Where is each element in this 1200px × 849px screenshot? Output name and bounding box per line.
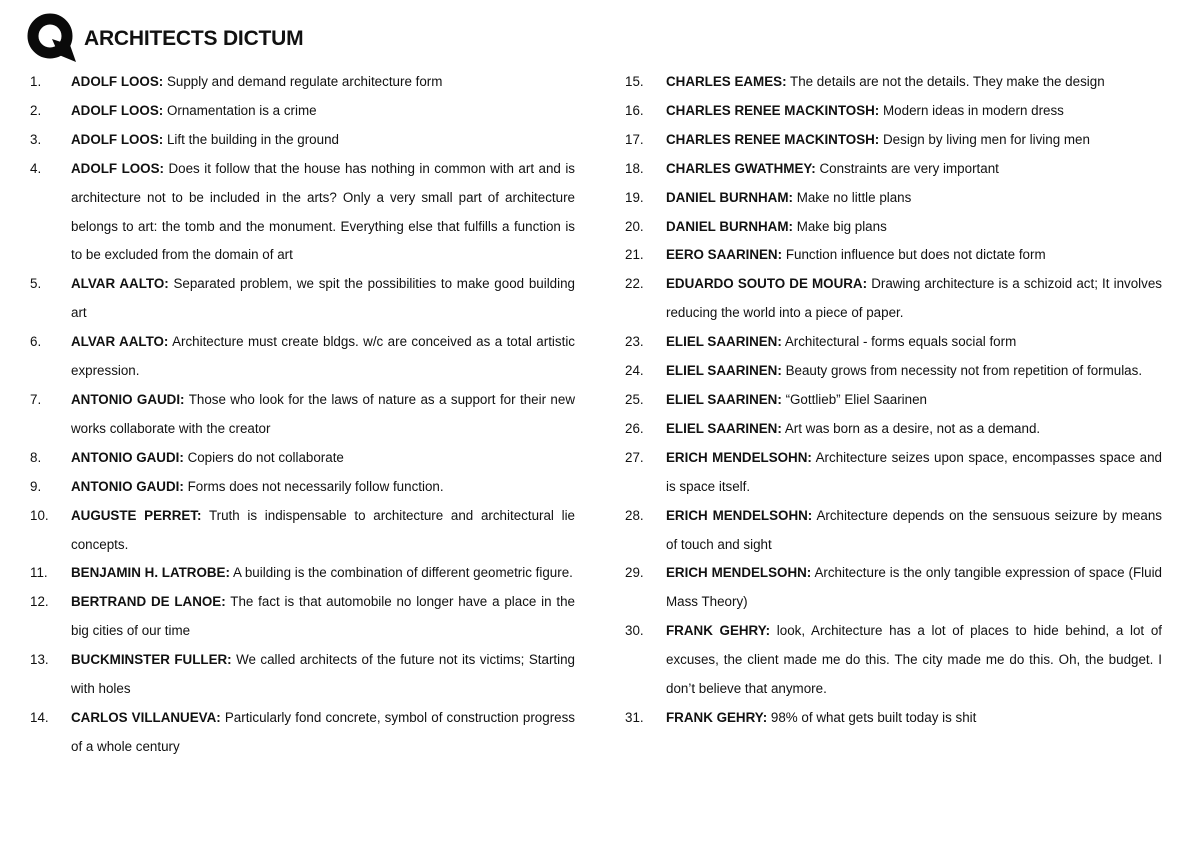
quote-number: 22.: [625, 276, 644, 292]
architect-name: DANIEL BURNHAM:: [666, 189, 793, 205]
quote-number: 19.: [625, 189, 644, 205]
quote-text: Architecture depends on the sensuous seizure by means of touch and sight: [666, 507, 1163, 552]
quote-text: Does it follow that the house has nothing in common with art and is architecture not to be included in the arts? Only a very small part of architecture belongs to art: the tomb and the monument. Everything else that fulfills a function is to be excluded from the domain of art: [71, 160, 575, 263]
quote-text: The details are not the details. They make the design: [790, 74, 1105, 89]
quote-number: 26.: [625, 420, 644, 436]
architect-name: FRANK GEHRY:: [666, 709, 768, 725]
architect-name: AUGUSTE PERRET:: [71, 507, 202, 523]
architect-name: ERICH MENDELSOHN:: [666, 565, 812, 581]
quote-text: Function influence but does not dictate form: [785, 247, 1046, 263]
architect-name: CHARLES RENEE MACKINTOSH:: [666, 131, 880, 147]
architect-name: ANTONIO GAUDI:: [71, 449, 184, 465]
quote-text: Ornamentation is a crime: [166, 102, 317, 118]
quote-item: [625, 444, 1162, 502]
architect-name: ELIEL SAARINEN:: [666, 391, 782, 407]
quote-number: 31.: [625, 709, 644, 725]
quote-item: [625, 241, 1162, 270]
quote-number: 28.: [625, 507, 644, 523]
quote-text: Beauty grows from necessity not from repetition of formulas.: [785, 363, 1143, 379]
quote-item: [625, 213, 1162, 242]
quote-item: [30, 126, 575, 155]
quote-item: [625, 502, 1162, 560]
quote-text: Design by living men for living men: [883, 131, 1090, 147]
quote-item: [30, 68, 575, 97]
architect-name: ELIEL SAARINEN:: [666, 420, 782, 436]
quote-item: [625, 68, 1162, 97]
quote-item: [30, 473, 575, 502]
quote-text: Make no little plans: [796, 189, 912, 205]
architect-name: ELIEL SAARINEN:: [666, 334, 782, 350]
architect-name: ELIEL SAARINEN:: [666, 363, 782, 379]
quote-number: 9.: [30, 478, 42, 494]
quote-item: [625, 415, 1162, 444]
quote-item: [625, 97, 1162, 126]
architect-name: ADOLF LOOS:: [71, 102, 164, 118]
quote-number: 1.: [30, 74, 42, 89]
quote-item: [625, 328, 1162, 357]
quote-number: 18.: [625, 160, 644, 176]
quote-number: 5.: [30, 276, 42, 292]
architect-name: BERTRAND DE LANOE:: [71, 594, 226, 610]
quote-number: 11.: [30, 565, 48, 581]
quote-text: Those who look for the laws of nature as a support for their new works collaborate with the creator: [71, 391, 575, 436]
architect-name: CHARLES GWATHMEY:: [666, 160, 816, 176]
quote-number: 15.: [625, 74, 644, 89]
quote-number: 27.: [625, 449, 644, 465]
quote-number: 8.: [30, 449, 42, 465]
quote-text: Separated problem, we spit the possibilities to make good building art: [71, 276, 575, 321]
architect-name: CHARLES EAMES:: [666, 74, 787, 89]
architect-name: ALVAR AALTO:: [71, 276, 169, 292]
architect-name: EDUARDO SOUTO DE MOURA:: [666, 276, 868, 292]
quote-number: 6.: [30, 334, 42, 350]
quote-number: 10.: [30, 507, 49, 523]
architect-name: ALVAR AALTO:: [71, 334, 169, 350]
quote-item: [30, 270, 575, 328]
quote-item: [625, 184, 1162, 213]
quote-text: Architecture is the only tangible expression of space (Fluid Mass Theory): [666, 565, 1163, 610]
quote-item: [625, 126, 1162, 155]
architect-name: DANIEL BURNHAM:: [666, 218, 793, 234]
architect-name: ADOLF LOOS:: [71, 74, 164, 89]
quote-item: [30, 386, 575, 444]
quote-item: [625, 357, 1162, 386]
quote-item: [625, 704, 1162, 733]
quote-list-left: [30, 68, 575, 762]
architect-name: ANTONIO GAUDI:: [71, 391, 185, 407]
architect-name: BENJAMIN H. LATROBE:: [71, 565, 230, 581]
quote-text: Architecture seizes upon space, encompasses space and is space itself.: [666, 449, 1162, 494]
quote-text: “Gottlieb” Eliel Saarinen: [785, 391, 927, 407]
quote-text: Particularly fond concrete, symbol of construction progress of a whole century: [71, 709, 575, 754]
architect-name: FRANK GEHRY:: [666, 623, 771, 639]
quote-item: [30, 97, 575, 126]
quote-text: 98% of what gets built today is shit: [770, 709, 977, 725]
quote-number: 24.: [625, 363, 644, 379]
quote-number: 30.: [625, 623, 644, 639]
quote-text: Truth is indispensable to architecture and architectural lie concepts.: [71, 507, 575, 552]
page-header: [26, 12, 303, 64]
quote-number: 13.: [30, 652, 49, 668]
quote-item: [30, 588, 575, 646]
quote-text: We called architects of the future not its victims; Starting with holes: [71, 652, 575, 697]
quote-text: Supply and demand regulate architecture form: [166, 74, 443, 89]
architect-name: CARLOS VILLANUEVA:: [71, 709, 221, 725]
quote-text: Constraints are very important: [819, 160, 999, 176]
architect-name: ERICH MENDELSOHN:: [666, 507, 813, 523]
architect-name: CHARLES RENEE MACKINTOSH:: [666, 102, 880, 118]
quote-number: 2.: [30, 102, 42, 118]
quote-number: 29.: [625, 565, 644, 581]
quote-number: 21.: [625, 247, 644, 263]
quote-item: [30, 559, 575, 588]
architect-name: BUCKMINSTER FULLER:: [71, 652, 232, 668]
architect-name: ADOLF LOOS:: [71, 160, 164, 176]
quote-text: Forms does not necessarily follow function.: [187, 478, 444, 494]
quote-text: Architectural - forms equals social form: [784, 334, 1017, 350]
quote-item: [30, 155, 575, 271]
quote-item: [625, 617, 1162, 704]
quote-item: [625, 155, 1162, 184]
quote-item: [30, 444, 575, 473]
quote-item: [30, 328, 575, 386]
quote-item: [625, 386, 1162, 415]
quote-text: Lift the building in the ground: [166, 131, 339, 147]
quote-list-right: [625, 68, 1162, 733]
q-logo-icon: [26, 12, 78, 64]
architect-name: ERICH MENDELSOHN:: [666, 449, 812, 465]
quote-number: 4.: [30, 160, 42, 176]
quote-text: The fact is that automobile no longer have a place in the big cities of our time: [71, 594, 575, 639]
page-title: ARCHITECTS DICTUM: [84, 27, 304, 50]
quote-number: 7.: [30, 391, 42, 407]
quote-number: 23.: [625, 334, 644, 350]
quote-number: 12.: [30, 594, 49, 610]
quote-text: A building is the combination of different geometric figure.: [232, 565, 573, 581]
quote-item: [30, 502, 575, 560]
quote-text: look, Architecture has a lot of places to hide behind, a lot of excuses, the client made me do this. The city made me do this. Oh, the budget. I don’t believe that anymore.: [666, 623, 1162, 697]
quote-text: Make big plans: [796, 218, 887, 234]
quote-text: Drawing architecture is a schizoid act; It involves reducing the world into a piece of paper.: [666, 276, 1162, 321]
quote-item: [625, 270, 1162, 328]
architect-name: ADOLF LOOS:: [71, 131, 164, 147]
quote-number: 17.: [625, 131, 644, 147]
quote-text: Architecture must create bldgs. w/c are conceived as a total artistic expression.: [71, 334, 575, 379]
quote-text: Modern ideas in modern dress: [883, 102, 1064, 118]
quote-text: Art was born as a desire, not as a demand.: [784, 420, 1041, 436]
quote-number: 16.: [625, 102, 644, 118]
architect-name: ANTONIO GAUDI:: [71, 478, 184, 494]
architect-name: EERO SAARINEN:: [666, 247, 783, 263]
quote-text: Copiers do not collaborate: [187, 449, 344, 465]
quote-number: 25.: [625, 391, 644, 407]
quote-number: 3.: [30, 131, 42, 147]
quote-item: [30, 646, 575, 704]
quote-item: [30, 704, 575, 762]
quote-number: 14.: [30, 709, 49, 725]
quote-item: [625, 559, 1162, 617]
quote-number: 20.: [625, 218, 644, 234]
